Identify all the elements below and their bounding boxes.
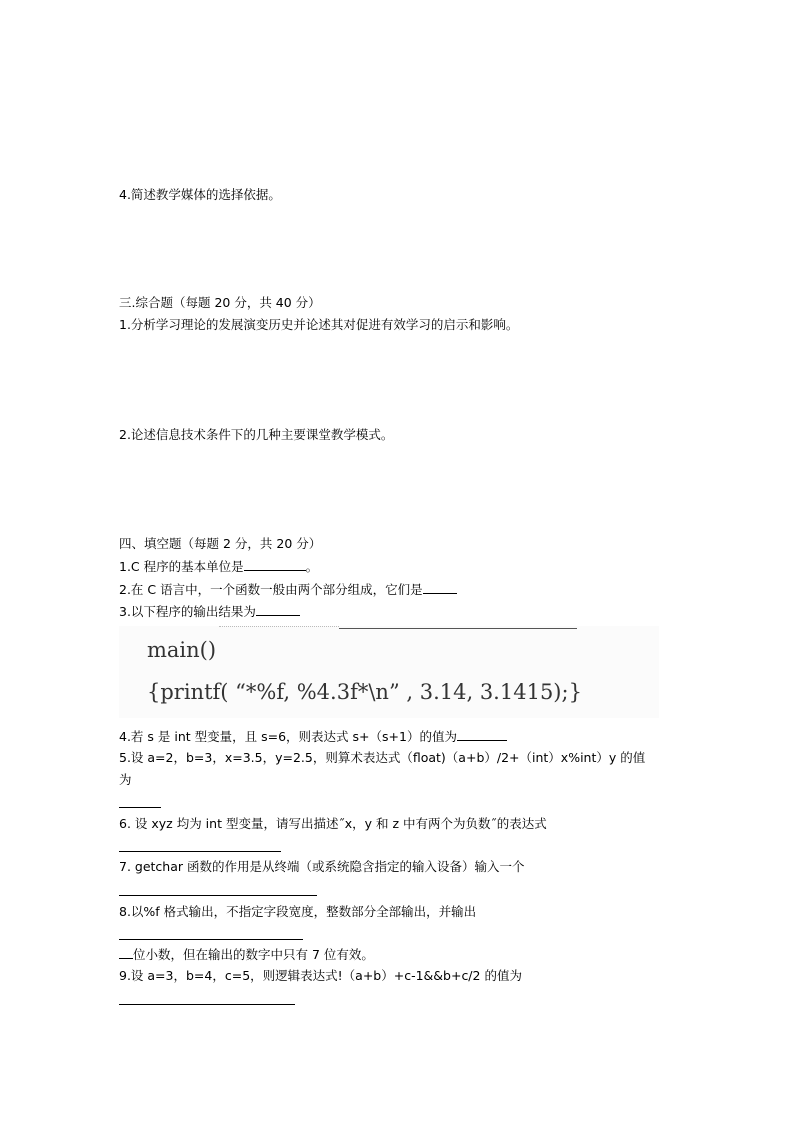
answer-blank-7[interactable] — [119, 895, 317, 896]
code-line-1: main() — [147, 638, 217, 662]
fill-question-3 — [119, 602, 300, 621]
fill-question-1-end: 。 — [305, 559, 319, 574]
answer-blank-9[interactable] — [119, 1004, 295, 1005]
fill-question-9: 9.设 a=3，b=4，c=5，则逻辑表达式!（a+b）+c-1&&b+c/2 的值为 — [119, 968, 522, 983]
section-3-heading: 三.综合题（每题 20 分，共 40 分） — [119, 295, 321, 310]
fill-question-3-text: 3.以下程序的输出结果为 — [119, 604, 256, 619]
section-3-question-1: 1.分析学习理论的发展演变历史并论述其对促进有效学习的启示和影响。 — [119, 317, 519, 332]
fill-question-6: 6. 设 xyz 均为 int 型变量，请写出描述˝x，y 和 z 中有两个为负数˝的表达式 — [119, 816, 547, 831]
answer-blank-8-top[interactable] — [119, 939, 303, 940]
code-snippet-image — [119, 626, 659, 718]
code-image-dotted-line — [219, 626, 339, 627]
answer-blank-8[interactable] — [119, 945, 133, 959]
fill-question-4 — [119, 727, 507, 746]
answer-blank-6[interactable] — [119, 851, 281, 852]
section-4-heading: 四、填空题（每题 2 分，共 20 分） — [119, 536, 322, 551]
fill-question-1 — [119, 557, 318, 576]
answer-blank-2[interactable] — [423, 580, 457, 594]
answer-blank-4[interactable] — [457, 727, 507, 741]
code-line-2: {printf( “*%f, %4.3f*\n” , 3.14, 3.1415);} — [147, 680, 582, 704]
fill-question-8-line-1: 8.以%f 格式输出，不指定字段宽度，整数部分全部输出，并输出 — [119, 904, 477, 919]
fill-question-8-line-2-text: 位小数，但在输出的数字中只有 7 位有效。 — [133, 947, 374, 962]
section-3-question-2: 2.论述信息技术条件下的几种主要课堂教学模式。 — [119, 427, 394, 442]
answer-blank-5[interactable] — [119, 807, 161, 808]
fill-question-7: 7. getchar 函数的作用是从终端（或系统隐含指定的输入设备）输入一个 — [119, 859, 525, 874]
answer-blank-3[interactable] — [256, 602, 300, 616]
fill-question-2-text: 2.在 C 语言中，一个函数一般由两个部分组成，它们是 — [119, 582, 423, 597]
fill-question-8-line-2 — [119, 945, 374, 964]
fill-question-1-text: 1.C 程序的基本单位是 — [119, 559, 244, 574]
answer-blank-1[interactable] — [244, 557, 306, 571]
fill-question-4-text: 4.若 s 是 int 型变量，且 s=6，则表达式 s+（s+1）的值为 — [119, 729, 457, 744]
code-image-top-line — [339, 628, 577, 629]
fill-question-5-line-2: 为 — [119, 772, 132, 787]
question-4-media-selection: 4.简述教学媒体的选择依据。 — [119, 187, 281, 202]
fill-question-5-line-1: 5.设 a=2，b=3，x=3.5，y=2.5，则算术表达式（float)（a+b）/2+（int）x%int）y 的值 — [119, 750, 646, 765]
fill-question-2 — [119, 580, 457, 599]
